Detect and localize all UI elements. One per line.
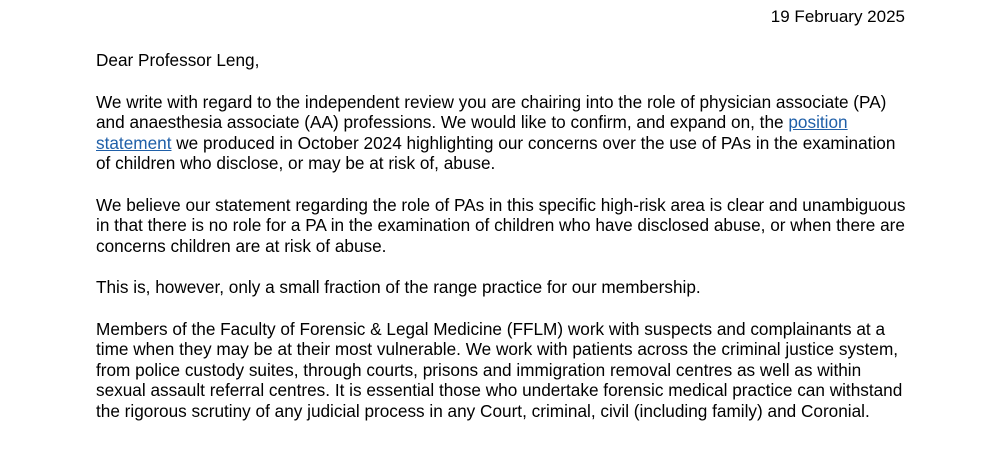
paragraph-fflm-members: Members of the Faculty of Forensic & Legal Medicine (FFLM) work with suspects and complainants at a time when they may be at their most vulnerable. We work with patients across the criminal justice system, from police custody suites, through courts, prisons and immigration removal centres as well as within sexual assault referral centres. It is essential those who undertake forensic medical practice can withstand the rigorous scrutiny of any judicial process in any Court, criminal, civil (including family) and Coronial. xyxy=(96,318,903,421)
paragraph-review-intro xyxy=(96,92,908,174)
letter-date: 19 February 2025 xyxy=(770,7,905,26)
salutation: Dear Professor Leng, xyxy=(96,50,260,70)
paragraph-statement-role: We believe our statement regarding the role of PAs in this specific high-risk area is clear and unambiguous in that there is no role for a PA in the examination of children who have disclosed abuse, or when there are concerns children are at risk of abuse. xyxy=(96,194,906,256)
paragraph-1-text-after-link: we produced in October 2024 highlighting our concerns over the use of PAs in the examination of children who disclose, or may be at risk of, abuse. xyxy=(96,132,896,173)
position-statement-link[interactable]: position statement xyxy=(96,112,848,153)
letter-body xyxy=(96,50,908,442)
paragraph-1-text-before-link: We write with regard to the independent review you are chairing into the role of physician associate (PA) and anaesthesia associate (AA) professions. We would like to confirm, and expand on, the xyxy=(96,91,887,132)
paragraph-fraction: This is, however, only a small fraction of the range practice for our membership. xyxy=(96,277,701,297)
